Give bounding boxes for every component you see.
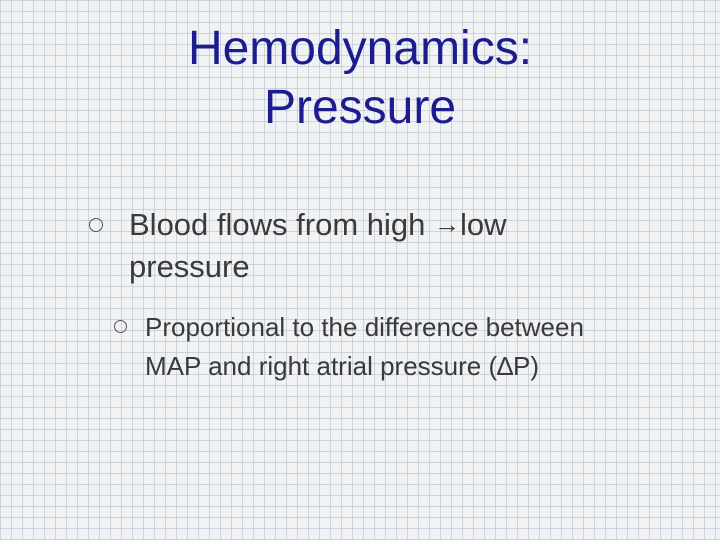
title-line-2: Pressure [263,81,457,134]
bullet-2-text: Proportional to the difference between MAP and right atrial pressure (∆P) [145,312,584,381]
bullet-level-1 [129,203,629,288]
bullet-level-2 [145,308,625,386]
hollow-circle-icon [114,320,127,333]
slide-title [0,19,720,137]
bullet-1-text-end: low pressure [129,207,507,284]
bullet-1-text-start: Blood flows from high [129,207,434,242]
title-line-1: Hemodynamics: [187,22,533,75]
right-arrow-icon: → [433,209,460,239]
hollow-circle-icon [89,218,103,232]
